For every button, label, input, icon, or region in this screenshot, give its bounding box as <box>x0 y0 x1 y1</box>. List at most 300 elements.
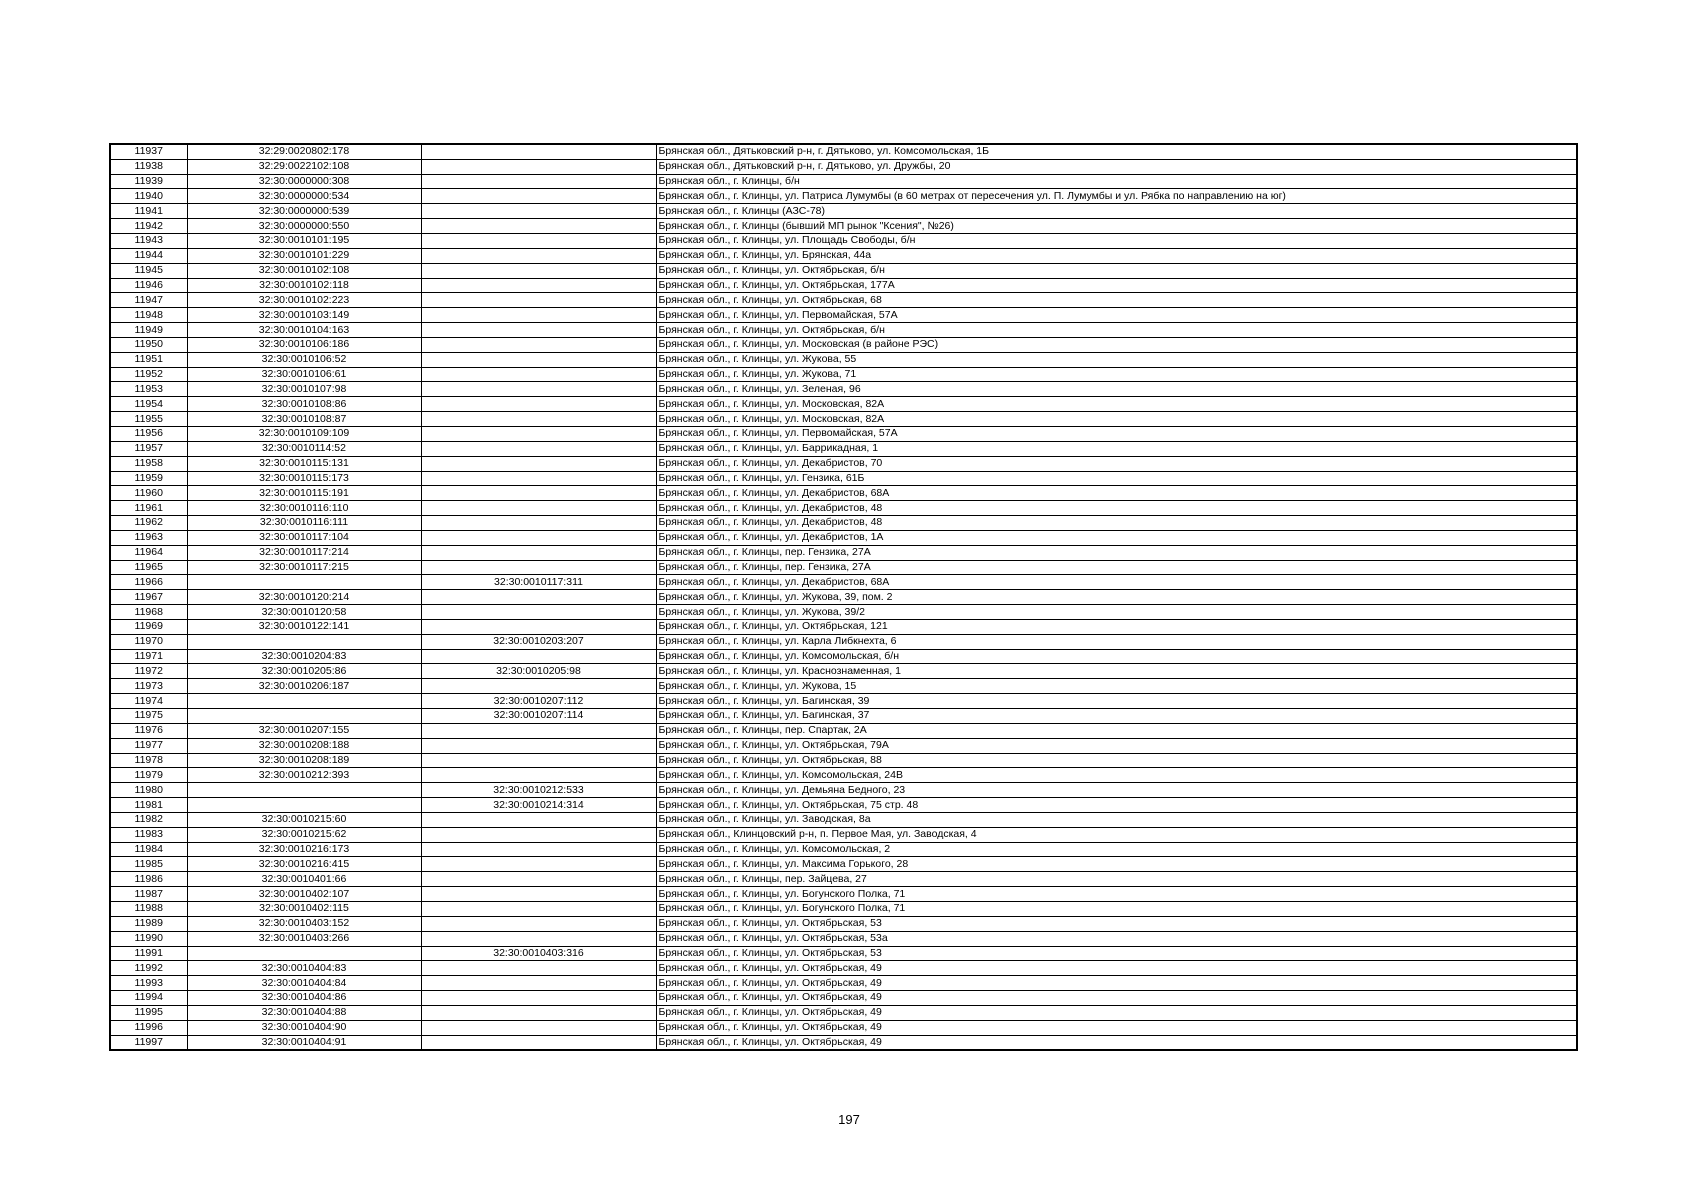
cadastral-number-cell: 32:30:0000000:308 <box>187 174 421 189</box>
table-row <box>110 204 1577 219</box>
table-row <box>110 174 1577 189</box>
cadastral-number-cell: 32:30:0010402:115 <box>187 901 421 916</box>
secondary-cadastral-number-cell <box>421 1035 656 1050</box>
address-cell: Брянская обл., г. Клинцы, ул. Демьяна Бедного, 23 <box>656 783 1577 798</box>
address-cell: Брянская обл., г. Клинцы, ул. Карла Либкнехта, 6 <box>656 634 1577 649</box>
row-number-cell: 11984 <box>110 842 187 857</box>
secondary-cadastral-number-cell: 32:30:0010214:314 <box>421 798 656 813</box>
table-row <box>110 768 1577 783</box>
secondary-cadastral-number-cell: 32:30:0010205:98 <box>421 664 656 679</box>
table-row <box>110 590 1577 605</box>
row-number-cell: 11969 <box>110 619 187 634</box>
address-cell: Брянская обл., г. Клинцы, ул. Октябрьская, 53 <box>656 946 1577 961</box>
row-number-cell: 11992 <box>110 961 187 976</box>
table-row <box>110 308 1577 323</box>
cadastral-number-cell: 32:30:0010101:195 <box>187 234 421 249</box>
address-cell: Брянская обл., г. Клинцы, ул. Комсомольская, 2 <box>656 842 1577 857</box>
secondary-cadastral-number-cell <box>421 1020 656 1035</box>
table-row <box>110 931 1577 946</box>
address-cell: Брянская обл., г. Клинцы, ул. Московская, 82А <box>656 412 1577 427</box>
page-number: 197 <box>838 1112 860 1127</box>
table-row <box>110 278 1577 293</box>
address-cell: Брянская обл., г. Клинцы, ул. Октябрьская, 49 <box>656 991 1577 1006</box>
cadastral-number-cell: 32:30:0010204:83 <box>187 649 421 664</box>
row-number-cell: 11973 <box>110 679 187 694</box>
row-number-cell: 11978 <box>110 753 187 768</box>
table-row <box>110 664 1577 679</box>
table-row <box>110 857 1577 872</box>
secondary-cadastral-number-cell <box>421 397 656 412</box>
secondary-cadastral-number-cell <box>421 738 656 753</box>
secondary-cadastral-number-cell <box>421 812 656 827</box>
row-number-cell: 11964 <box>110 545 187 560</box>
address-cell: Брянская обл., г. Клинцы, ул. Октябрьская, б/н <box>656 323 1577 338</box>
address-cell: Брянская обл., г. Клинцы, ул. Зеленая, 96 <box>656 382 1577 397</box>
table-row <box>110 144 1577 159</box>
table-row <box>110 234 1577 249</box>
secondary-cadastral-number-cell <box>421 679 656 694</box>
cadastral-number-cell: 32:30:0010115:131 <box>187 456 421 471</box>
table-row <box>110 812 1577 827</box>
address-cell: Брянская обл., г. Клинцы, пер. Зайцева, 27 <box>656 872 1577 887</box>
row-number-cell: 11958 <box>110 456 187 471</box>
secondary-cadastral-number-cell <box>421 159 656 174</box>
address-cell: Брянская обл., г. Клинцы, пер. Гензика, 27А <box>656 560 1577 575</box>
address-cell: Брянская обл., г. Клинцы (бывший МП рынок "Ксения", №26) <box>656 219 1577 234</box>
row-number-cell: 11951 <box>110 352 187 367</box>
cadastral-number-cell: 32:30:0010404:90 <box>187 1020 421 1035</box>
cadastral-number-cell: 32:30:0010122:141 <box>187 619 421 634</box>
address-cell: Брянская обл., г. Клинцы, ул. Октябрьская, б/н <box>656 263 1577 278</box>
row-number-cell: 11997 <box>110 1035 187 1050</box>
table-row <box>110 827 1577 842</box>
row-number-cell: 11986 <box>110 872 187 887</box>
cadastral-number-cell: 32:30:0010108:86 <box>187 397 421 412</box>
cadastral-number-cell: 32:30:0010206:187 <box>187 679 421 694</box>
secondary-cadastral-number-cell <box>421 887 656 902</box>
row-number-cell: 11950 <box>110 337 187 352</box>
table-row <box>110 634 1577 649</box>
row-number-cell: 11980 <box>110 783 187 798</box>
address-cell: Брянская обл., г. Клинцы, ул. Октябрьская, 75 стр. 48 <box>656 798 1577 813</box>
secondary-cadastral-number-cell <box>421 367 656 382</box>
table-row <box>110 456 1577 471</box>
secondary-cadastral-number-cell <box>421 412 656 427</box>
address-cell: Брянская обл., г. Клинцы, ул. Первомайская, 57А <box>656 308 1577 323</box>
address-cell: Брянская обл., г. Клинцы, пер. Спартак, 2А <box>656 723 1577 738</box>
cadastral-number-cell: 32:30:0010106:186 <box>187 337 421 352</box>
secondary-cadastral-number-cell <box>421 144 656 159</box>
secondary-cadastral-number-cell <box>421 649 656 664</box>
address-cell: Брянская обл., г. Клинцы, ул. Заводская, 8а <box>656 812 1577 827</box>
table-row <box>110 248 1577 263</box>
table-row <box>110 323 1577 338</box>
cadastral-number-cell: 32:30:0010108:87 <box>187 412 421 427</box>
row-number-cell: 11953 <box>110 382 187 397</box>
address-cell: Брянская обл., г. Клинцы, ул. Первомайская, 57А <box>656 426 1577 441</box>
row-number-cell: 11937 <box>110 144 187 159</box>
address-cell: Брянская обл., г. Клинцы, ул. Комсомольская, б/н <box>656 649 1577 664</box>
cadastral-number-cell: 32:30:0010116:111 <box>187 516 421 531</box>
table-row <box>110 605 1577 620</box>
cadastral-number-cell: 32:30:0010102:108 <box>187 263 421 278</box>
table-row <box>110 679 1577 694</box>
address-cell: Брянская обл., Дятьковский р-н, г. Дятьково, ул. Дружбы, 20 <box>656 159 1577 174</box>
cadastral-number-cell <box>187 575 421 590</box>
table-row <box>110 619 1577 634</box>
cadastral-number-cell: 32:30:0010120:58 <box>187 605 421 620</box>
row-number-cell: 11985 <box>110 857 187 872</box>
row-number-cell: 11991 <box>110 946 187 961</box>
address-cell: Брянская обл., г. Клинцы, ул. Декабристов, 68А <box>656 486 1577 501</box>
secondary-cadastral-number-cell: 32:30:0010212:533 <box>421 783 656 798</box>
address-cell: Брянская обл., г. Клинцы, ул. Октябрьская, 79А <box>656 738 1577 753</box>
table-row <box>110 575 1577 590</box>
table-row <box>110 293 1577 308</box>
table-row <box>110 723 1577 738</box>
address-cell: Брянская обл., г. Клинцы, ул. Октябрьская, 49 <box>656 1035 1577 1050</box>
address-cell: Брянская обл., г. Клинцы, б/н <box>656 174 1577 189</box>
table-row <box>110 1035 1577 1050</box>
secondary-cadastral-number-cell <box>421 234 656 249</box>
table-row <box>110 842 1577 857</box>
table-row <box>110 1005 1577 1020</box>
cadastral-number-cell <box>187 946 421 961</box>
table-row <box>110 501 1577 516</box>
secondary-cadastral-number-cell <box>421 352 656 367</box>
table-row <box>110 486 1577 501</box>
table-row <box>110 352 1577 367</box>
cadastral-number-cell: 32:30:0010205:86 <box>187 664 421 679</box>
cadastral-number-cell: 32:30:0010106:61 <box>187 367 421 382</box>
table-row <box>110 976 1577 991</box>
table-row <box>110 649 1577 664</box>
cadastral-number-cell: 32:30:0010215:60 <box>187 812 421 827</box>
table-row <box>110 738 1577 753</box>
table-row <box>110 545 1577 560</box>
table-row <box>110 991 1577 1006</box>
secondary-cadastral-number-cell <box>421 263 656 278</box>
row-number-cell: 11981 <box>110 798 187 813</box>
secondary-cadastral-number-cell <box>421 219 656 234</box>
secondary-cadastral-number-cell <box>421 545 656 560</box>
secondary-cadastral-number-cell <box>421 961 656 976</box>
secondary-cadastral-number-cell <box>421 293 656 308</box>
address-cell: Брянская обл., г. Клинцы, ул. Гензика, 61Б <box>656 471 1577 486</box>
cadastral-number-cell: 32:29:0020802:178 <box>187 144 421 159</box>
secondary-cadastral-number-cell <box>421 842 656 857</box>
address-cell: Брянская обл., г. Клинцы, ул. Богунского Полка, 71 <box>656 901 1577 916</box>
address-cell: Брянская обл., г. Клинцы, ул. Октябрьская, 49 <box>656 1005 1577 1020</box>
address-cell: Брянская обл., г. Клинцы, ул. Декабристов, 48 <box>656 501 1577 516</box>
secondary-cadastral-number-cell <box>421 605 656 620</box>
cadastral-number-cell: 32:30:0010404:86 <box>187 991 421 1006</box>
address-cell: Брянская обл., г. Клинцы, ул. Багинская, 39 <box>656 694 1577 709</box>
cadastral-number-cell <box>187 634 421 649</box>
row-number-cell: 11962 <box>110 516 187 531</box>
address-cell: Брянская обл., г. Клинцы, ул. Жукова, 15 <box>656 679 1577 694</box>
row-number-cell: 11968 <box>110 605 187 620</box>
cadastral-number-cell: 32:30:0010208:188 <box>187 738 421 753</box>
cadastral-number-cell: 32:30:0010117:214 <box>187 545 421 560</box>
address-cell: Брянская обл., г. Клинцы, ул. Московская, 82А <box>656 397 1577 412</box>
secondary-cadastral-number-cell <box>421 471 656 486</box>
secondary-cadastral-number-cell <box>421 516 656 531</box>
secondary-cadastral-number-cell <box>421 619 656 634</box>
secondary-cadastral-number-cell <box>421 1005 656 1020</box>
row-number-cell: 11983 <box>110 827 187 842</box>
cadastral-number-cell: 32:30:0010107:98 <box>187 382 421 397</box>
table-row <box>110 367 1577 382</box>
row-number-cell: 11990 <box>110 931 187 946</box>
row-number-cell: 11938 <box>110 159 187 174</box>
secondary-cadastral-number-cell <box>421 426 656 441</box>
secondary-cadastral-number-cell: 32:30:0010207:112 <box>421 694 656 709</box>
cadastral-number-cell: 32:30:0010208:189 <box>187 753 421 768</box>
row-number-cell: 11949 <box>110 323 187 338</box>
row-number-cell: 11945 <box>110 263 187 278</box>
secondary-cadastral-number-cell <box>421 441 656 456</box>
row-number-cell: 11944 <box>110 248 187 263</box>
cadastral-number-cell: 32:30:0010114:52 <box>187 441 421 456</box>
address-cell: Брянская обл., г. Клинцы, ул. Октябрьская, 68 <box>656 293 1577 308</box>
secondary-cadastral-number-cell: 32:30:0010203:207 <box>421 634 656 649</box>
secondary-cadastral-number-cell <box>421 590 656 605</box>
cadastral-number-cell: 32:30:0010102:223 <box>187 293 421 308</box>
table-row <box>110 798 1577 813</box>
secondary-cadastral-number-cell: 32:30:0010207:114 <box>421 709 656 724</box>
row-number-cell: 11941 <box>110 204 187 219</box>
table-row <box>110 426 1577 441</box>
cadastral-number-cell: 32:30:0010216:415 <box>187 857 421 872</box>
secondary-cadastral-number-cell <box>421 248 656 263</box>
address-cell: Брянская обл., г. Клинцы, ул. Октябрьская, 53 <box>656 916 1577 931</box>
cadastral-number-cell: 32:30:0010106:52 <box>187 352 421 367</box>
row-number-cell: 11959 <box>110 471 187 486</box>
cadastral-number-cell: 32:30:0010102:118 <box>187 278 421 293</box>
address-cell: Брянская обл., г. Клинцы, ул. Максима Горького, 28 <box>656 857 1577 872</box>
secondary-cadastral-number-cell <box>421 931 656 946</box>
row-number-cell: 11970 <box>110 634 187 649</box>
row-number-cell: 11967 <box>110 590 187 605</box>
row-number-cell: 11993 <box>110 976 187 991</box>
secondary-cadastral-number-cell <box>421 456 656 471</box>
secondary-cadastral-number-cell <box>421 916 656 931</box>
table-row <box>110 753 1577 768</box>
property-table <box>109 143 1578 1051</box>
table-row <box>110 887 1577 902</box>
secondary-cadastral-number-cell <box>421 501 656 516</box>
table-row <box>110 694 1577 709</box>
table-row <box>110 337 1577 352</box>
cadastral-number-cell: 32:30:0010404:84 <box>187 976 421 991</box>
secondary-cadastral-number-cell <box>421 768 656 783</box>
secondary-cadastral-number-cell <box>421 560 656 575</box>
row-number-cell: 11947 <box>110 293 187 308</box>
row-number-cell: 11971 <box>110 649 187 664</box>
secondary-cadastral-number-cell: 32:30:0010403:316 <box>421 946 656 961</box>
row-number-cell: 11989 <box>110 916 187 931</box>
table-row <box>110 946 1577 961</box>
address-cell: Брянская обл., г. Клинцы, ул. Октябрьская, 177А <box>656 278 1577 293</box>
address-cell: Брянская обл., г. Клинцы, ул. Богунского Полка, 71 <box>656 887 1577 902</box>
address-cell: Брянская обл., г. Клинцы, ул. Жукова, 39/2 <box>656 605 1577 620</box>
secondary-cadastral-number-cell <box>421 857 656 872</box>
row-number-cell: 11974 <box>110 694 187 709</box>
row-number-cell: 11996 <box>110 1020 187 1035</box>
table-row <box>110 219 1577 234</box>
secondary-cadastral-number-cell <box>421 189 656 204</box>
table-row <box>110 159 1577 174</box>
row-number-cell: 11956 <box>110 426 187 441</box>
row-number-cell: 11995 <box>110 1005 187 1020</box>
secondary-cadastral-number-cell: 32:30:0010117:311 <box>421 575 656 590</box>
cadastral-number-cell <box>187 694 421 709</box>
address-cell: Брянская обл., г. Клинцы, ул. Жукова, 55 <box>656 352 1577 367</box>
address-cell: Брянская обл., г. Клинцы, ул. Декабристов, 68А <box>656 575 1577 590</box>
row-number-cell: 11972 <box>110 664 187 679</box>
secondary-cadastral-number-cell <box>421 530 656 545</box>
row-number-cell: 11946 <box>110 278 187 293</box>
row-number-cell: 11952 <box>110 367 187 382</box>
row-number-cell: 11942 <box>110 219 187 234</box>
address-cell: Брянская обл., г. Клинцы, ул. Октябрьская, 88 <box>656 753 1577 768</box>
address-cell: Брянская обл., г. Клинцы, ул. Брянская, 44а <box>656 248 1577 263</box>
address-cell: Брянская обл., г. Клинцы, ул. Жукова, 71 <box>656 367 1577 382</box>
cadastral-number-cell <box>187 783 421 798</box>
secondary-cadastral-number-cell <box>421 753 656 768</box>
table-row <box>110 872 1577 887</box>
cadastral-number-cell: 32:30:0000000:534 <box>187 189 421 204</box>
cadastral-number-cell: 32:30:0010117:104 <box>187 530 421 545</box>
row-number-cell: 11943 <box>110 234 187 249</box>
cadastral-number-cell: 32:30:0010403:152 <box>187 916 421 931</box>
row-number-cell: 11948 <box>110 308 187 323</box>
cadastral-number-cell: 32:30:0010101:229 <box>187 248 421 263</box>
address-cell: Брянская обл., г. Клинцы, ул. Декабристов, 48 <box>656 516 1577 531</box>
row-number-cell: 11940 <box>110 189 187 204</box>
row-number-cell: 11960 <box>110 486 187 501</box>
address-cell: Брянская обл., г. Клинцы, ул. Декабристов, 1А <box>656 530 1577 545</box>
address-cell: Брянская обл., г. Клинцы, ул. Комсомольская, 24В <box>656 768 1577 783</box>
row-number-cell: 11982 <box>110 812 187 827</box>
secondary-cadastral-number-cell <box>421 872 656 887</box>
table-row <box>110 1020 1577 1035</box>
address-cell: Брянская обл., г. Клинцы, ул. Октябрьская, 53а <box>656 931 1577 946</box>
cadastral-number-cell: 32:29:0022102:108 <box>187 159 421 174</box>
cadastral-number-cell: 32:30:0010401:66 <box>187 872 421 887</box>
row-number-cell: 11961 <box>110 501 187 516</box>
cadastral-number-cell <box>187 798 421 813</box>
table-row <box>110 901 1577 916</box>
address-cell: Брянская обл., г. Клинцы, ул. Октябрьская, 49 <box>656 961 1577 976</box>
address-cell: Брянская обл., г. Клинцы, ул. Жукова, 39, пом. 2 <box>656 590 1577 605</box>
cadastral-number-cell: 32:30:0010216:173 <box>187 842 421 857</box>
secondary-cadastral-number-cell <box>421 174 656 189</box>
row-number-cell: 11988 <box>110 901 187 916</box>
table-row <box>110 530 1577 545</box>
address-cell: Брянская обл., г. Клинцы, пер. Гензика, 27А <box>656 545 1577 560</box>
address-cell: Брянская обл., г. Клинцы (АЗС-78) <box>656 204 1577 219</box>
cadastral-number-cell: 32:30:0010212:393 <box>187 768 421 783</box>
row-number-cell: 11965 <box>110 560 187 575</box>
address-cell: Брянская обл., г. Клинцы, ул. Патриса Лумумбы (в 60 метрах от пересечения ул. П. Лумумбы и ул. Рябка по направлению на юг) <box>656 189 1577 204</box>
address-cell: Брянская обл., г. Клинцы, ул. Краснознаменная, 1 <box>656 664 1577 679</box>
secondary-cadastral-number-cell <box>421 308 656 323</box>
row-number-cell: 11939 <box>110 174 187 189</box>
table-row <box>110 412 1577 427</box>
table-row <box>110 397 1577 412</box>
row-number-cell: 11979 <box>110 768 187 783</box>
cadastral-number-cell: 32:30:0010103:149 <box>187 308 421 323</box>
cadastral-number-cell: 32:30:0010404:91 <box>187 1035 421 1050</box>
secondary-cadastral-number-cell <box>421 204 656 219</box>
address-cell: Брянская обл., г. Клинцы, ул. Октябрьская, 121 <box>656 619 1577 634</box>
cadastral-number-cell: 32:30:0010115:191 <box>187 486 421 501</box>
cadastral-number-cell: 32:30:0010109:109 <box>187 426 421 441</box>
secondary-cadastral-number-cell <box>421 991 656 1006</box>
row-number-cell: 11966 <box>110 575 187 590</box>
table-row <box>110 471 1577 486</box>
cadastral-number-cell: 32:30:0010104:163 <box>187 323 421 338</box>
cadastral-number-cell: 32:30:0010402:107 <box>187 887 421 902</box>
table-row <box>110 961 1577 976</box>
cadastral-number-cell: 32:30:0010115:173 <box>187 471 421 486</box>
address-cell: Брянская обл., Дятьковский р-н, г. Дятьково, ул. Комсомольская, 1Б <box>656 144 1577 159</box>
secondary-cadastral-number-cell <box>421 827 656 842</box>
address-cell: Брянская обл., г. Клинцы, ул. Октябрьская, 49 <box>656 976 1577 991</box>
address-cell: Брянская обл., г. Клинцы, ул. Багинская, 37 <box>656 709 1577 724</box>
secondary-cadastral-number-cell <box>421 337 656 352</box>
table-body <box>110 144 1577 1050</box>
cadastral-number-cell: 32:30:0010207:155 <box>187 723 421 738</box>
secondary-cadastral-number-cell <box>421 901 656 916</box>
table-row <box>110 709 1577 724</box>
table-row <box>110 783 1577 798</box>
secondary-cadastral-number-cell <box>421 486 656 501</box>
secondary-cadastral-number-cell <box>421 976 656 991</box>
address-cell: Брянская обл., г. Клинцы, ул. Площадь Свободы, б/н <box>656 234 1577 249</box>
row-number-cell: 11976 <box>110 723 187 738</box>
secondary-cadastral-number-cell <box>421 382 656 397</box>
table-row <box>110 441 1577 456</box>
table-row <box>110 560 1577 575</box>
cadastral-number-cell: 32:30:0010404:88 <box>187 1005 421 1020</box>
row-number-cell: 11963 <box>110 530 187 545</box>
row-number-cell: 11987 <box>110 887 187 902</box>
table-row <box>110 263 1577 278</box>
row-number-cell: 11957 <box>110 441 187 456</box>
address-cell: Брянская обл., г. Клинцы, ул. Баррикадная, 1 <box>656 441 1577 456</box>
cadastral-number-cell: 32:30:0010404:83 <box>187 961 421 976</box>
address-cell: Брянская обл., г. Клинцы, ул. Октябрьская, 49 <box>656 1020 1577 1035</box>
address-cell: Брянская обл., г. Клинцы, ул. Московская (в районе РЭС) <box>656 337 1577 352</box>
cadastral-number-cell: 32:30:0010117:215 <box>187 560 421 575</box>
address-cell: Брянская обл., г. Клинцы, ул. Декабристов, 70 <box>656 456 1577 471</box>
row-number-cell: 11955 <box>110 412 187 427</box>
row-number-cell: 11977 <box>110 738 187 753</box>
cadastral-number-cell: 32:30:0010116:110 <box>187 501 421 516</box>
row-number-cell: 11975 <box>110 709 187 724</box>
table-row <box>110 382 1577 397</box>
secondary-cadastral-number-cell <box>421 723 656 738</box>
cadastral-number-cell: 32:30:0000000:539 <box>187 204 421 219</box>
table-row <box>110 189 1577 204</box>
table-row <box>110 516 1577 531</box>
table-row <box>110 916 1577 931</box>
cadastral-number-cell: 32:30:0000000:550 <box>187 219 421 234</box>
cadastral-number-cell: 32:30:0010120:214 <box>187 590 421 605</box>
